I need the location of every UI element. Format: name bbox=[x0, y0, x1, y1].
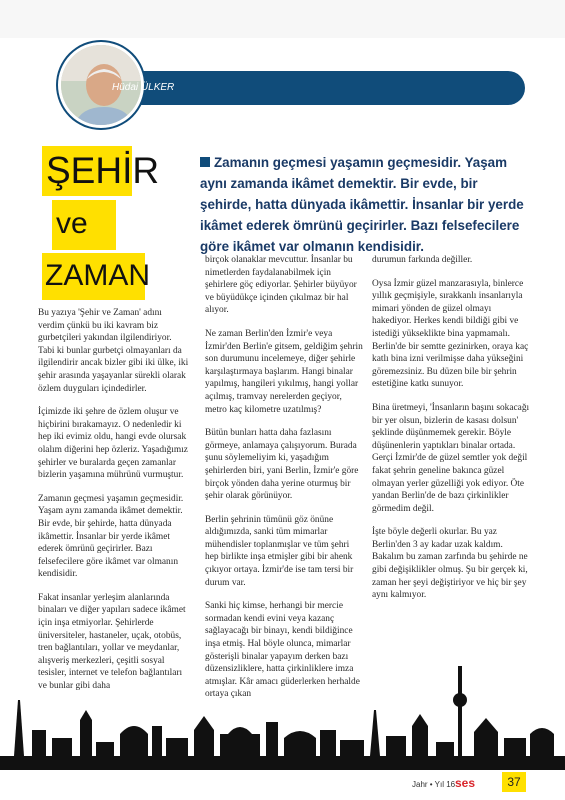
top-strip bbox=[0, 0, 565, 38]
paragraph: Fakat insanlar yerleşim alanlarında binaları ve diğer yapıları sadece ikâmet için inşa etmiyorlar. Şehirlerde üniversiteler, hastaneler, uçak, otobüs, tren bağlantıları, yollar ve meydanlar, alışveriş merkezleri, çeşitli sosyal tesisler, internet ve telefon bağlantıları ve bunlar gibi daha bbox=[38, 592, 186, 692]
title-line-2: ve bbox=[52, 200, 116, 250]
city-skyline-illustration bbox=[0, 660, 565, 770]
article-column-2 bbox=[205, 254, 363, 712]
lead-paragraph bbox=[200, 152, 530, 257]
paragraph: durumun farkında değiller. bbox=[372, 255, 473, 265]
magazine-logo: ses bbox=[455, 776, 476, 790]
magazine-issue-label: Jahr • Yıl 16 bbox=[412, 780, 456, 789]
paragraph: Sanki hiç kimse, herhangi bir mercie sormadan kendi evini veya kazanç sağlayacağı bir binayı, kendi bildiğince inşa etmiş. Hal böyle olunca, mimarlar gösterişli binalar yapayım derken bazı düzensizliklere, hatta çirkinliklere imza atmışlar. Kâr amacı güderlerken herhalde ortaya çıkan bbox=[205, 601, 360, 700]
article-column-1 bbox=[38, 307, 190, 704]
paragraph: Bina üretmeyi, 'İnsanların başını sokacağı bir yer olsun, bizlerin de kasası dolsun' şeklinde düşünmemek gerekir. Böyle düşünenlerin yaptıkları binalar ortada. Gerçi İzmir'de de güzel semtler yok değil fakat şehrin geneline bakınca güzel olmayan yerler güzelliği yok ediyor. Öte yandan Berlin'de de bazı çirkinlikler görmedim değil. bbox=[372, 402, 530, 514]
title-line-1: ŞEHİR bbox=[42, 146, 132, 196]
article-column-3 bbox=[372, 254, 530, 613]
paragraph: İşte böyle değerli okurlar. Bu yaz Berlin'den 3 ay kadar uzak kaldım. Bakalım bu zaman zarfında bu şehirde ne gibi değişiklikler olmuş. Şu bir gerçek ki, zaman her şeyi değiştiriyor ve hiç bir şey aynı kalmıyor. bbox=[372, 527, 528, 601]
paragraph: İçimizde iki şehre de özlem oluşur ve hiçbirini bırakamayız. O nedenledir ki hep iki evimiz oldu, hangi evde olursak olalım diğerini hep özleriz. Yaşadığımız şehirler ve buralarda geçen zamanlar bizlerin yaşamına mührünü vurmuştur. bbox=[38, 407, 188, 481]
page-number: 37 bbox=[502, 772, 526, 792]
paragraph: Zamanın geçmesi yaşamın geçmesidir. Yaşam aynı zamanda ikâmet demektir. Bir evde, bir şehirde, hatta dünyada ikâmettir. İnsanlar bir yerde ikâmet ederek ömrünü geçirirler. Bazı felsefecilere göre ikâmet var olmanın kendisidir. bbox=[38, 493, 184, 580]
author-name: Hüdai ÜLKER bbox=[112, 82, 175, 93]
square-bullet-icon bbox=[200, 157, 210, 167]
paragraph: Berlin şehrinin tümünü göz önüne aldığımızda, sanki tüm mimarlar mühendisler toplanmışlar ve tüm şehri hep birlikte inşa etmişler gibi bir ahenk çıkıyor ortaya. İzmir'de ise tam tersi bir durum var. bbox=[205, 514, 354, 588]
paragraph: Oysa İzmir güzel manzarasıyla, binlerce yıllık geçmişiyle, sırakkanlı insanlarıyla mimari yönden de güzel olmayı hakediyor. Herkes kendi bildiği gibi ve istediği yükseklikte bina yapmamalı. Berlin'de bir semtte gezinirken, oraya kaç katlı bina izni verilmişse daha yükseğini göremezsiniz. Bu düzen bile bir şehrin estetiğine katkı sunuyor. bbox=[372, 278, 529, 390]
title-line-3: ZAMAN bbox=[42, 253, 145, 300]
paragraph: Bütün bunları hatta daha fazlasını görmeye, anlamaya çalışıyorum. Burada şunu söylemeliyim ki, yaşadığım şehirlerden biri, yani Berlin, İzmir'e göre birçok yönden daha yerine oturmuş bir şehir olarak görünüyor. bbox=[205, 428, 359, 502]
paragraph: Ne zaman Berlin'den İzmir'e veya İzmir'den Berlin'e gitsem, geldiğim şehrin son durumunu incelemeye, diğer şehirle karşılaştırmaya başlarım. Hangi binalar yapılmış, hangileri yıkılmış, hangi yollar açılmış, tramvay nerelerden geçiyor, metro kaç kilometre uzatılmış? bbox=[205, 328, 363, 415]
paragraph: Bu yazıya 'Şehir ve Zaman' adını verdim çünkü bu iki kavram biz gurbetçileri yakından ilgilendiriyor. Tabi ki bunlar gurbetçi olmayanları da ilgilendirir ancak bizler gibi iki ülke, iki şehir arasında yaşayanlar sürekli olarak özlem duyguları içindedirler. bbox=[38, 308, 189, 394]
paragraph: birçok olanaklar mevcuttur. İnsanlar bu nimetlerden faydalanabilmek için şehirlere göç ediyorlar. Şehirler büyüyor ve büyüdükçe içinden çıkılmaz bir hal alıyor. bbox=[205, 255, 357, 316]
lead-text: Zamanın geçmesi yaşamın geçmesidir. Yaşam aynı zamanda ikâmet demektir. Bir evde, bir şehirde, hatta dünyada ikâmettir. İnsanlar bir yerde ikâmet ederek ömrünü geçirirler. Bazı felsefecilere göre ikâmet var olmanın kendisidir. bbox=[200, 155, 524, 254]
